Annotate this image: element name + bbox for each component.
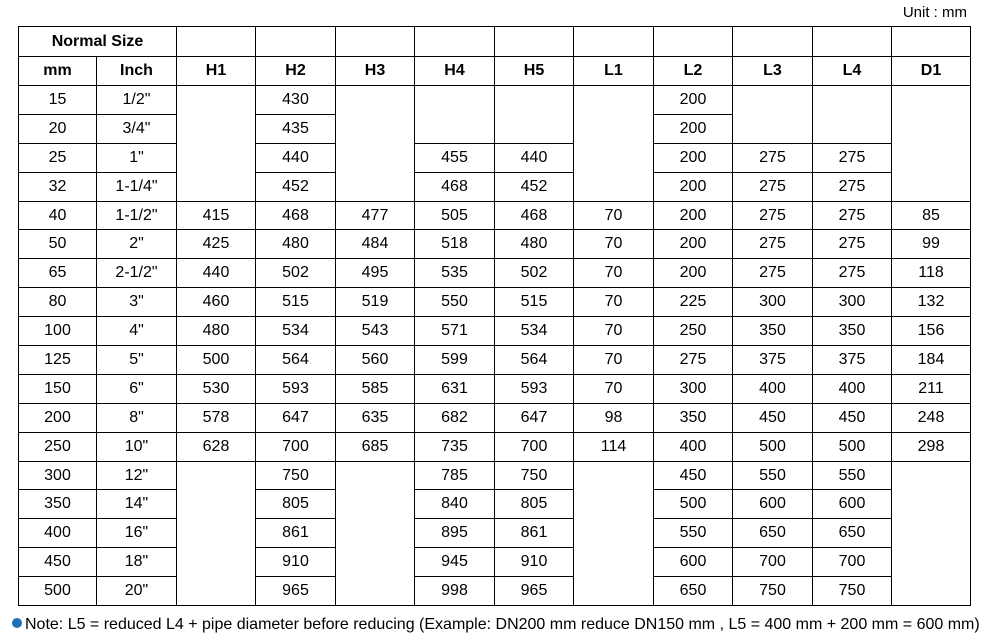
cell-h5: 861: [495, 519, 574, 548]
cell-mm: 32: [19, 172, 97, 201]
cell-h4: 505: [415, 201, 495, 230]
cell-l2: 500: [654, 490, 733, 519]
cell-h4: 535: [415, 259, 495, 288]
cell-l3: 275: [733, 230, 813, 259]
cell-l3: 500: [733, 432, 813, 461]
cell-h3: 685: [336, 432, 415, 461]
cell-l4: 275: [813, 259, 892, 288]
cell-h2: 861: [256, 519, 336, 548]
cell-l2: 200: [654, 143, 733, 172]
cell-l3: 700: [733, 548, 813, 577]
cell-h4: 518: [415, 230, 495, 259]
cell-h4: 599: [415, 346, 495, 375]
cell-h5: 805: [495, 490, 574, 519]
cell-l2: 200: [654, 86, 733, 115]
cell-h3: 495: [336, 259, 415, 288]
cell-h2: 910: [256, 548, 336, 577]
cell-l4: 275: [813, 230, 892, 259]
table-row: [19, 230, 971, 259]
col-header-l1: L1: [574, 57, 654, 86]
cell-l3: 350: [733, 317, 813, 346]
cell-mm: 400: [19, 519, 97, 548]
cell-mm: 40: [19, 201, 97, 230]
cell-h2: 468: [256, 201, 336, 230]
cell-h4: 455: [415, 143, 495, 172]
cell-h4: 631: [415, 374, 495, 403]
cell-h4: 571: [415, 317, 495, 346]
table-row: [19, 577, 971, 606]
cell-mm: 300: [19, 461, 97, 490]
cell-l3: 400: [733, 374, 813, 403]
cell-l1: 98: [574, 403, 654, 432]
cell-h1: 415: [177, 201, 256, 230]
cell-h2: 452: [256, 172, 336, 201]
cell-d1: 248: [892, 403, 971, 432]
empty-cell: [415, 86, 495, 144]
col-header-h5: H5: [495, 57, 574, 86]
cell-h5: 440: [495, 143, 574, 172]
cell-h3: 543: [336, 317, 415, 346]
cell-l4: 350: [813, 317, 892, 346]
cell-inch: 1-1/4": [97, 172, 177, 201]
cell-l3: 550: [733, 461, 813, 490]
cell-h5: 910: [495, 548, 574, 577]
cell-h2: 515: [256, 288, 336, 317]
empty-cell: [574, 86, 654, 202]
cell-l3: 300: [733, 288, 813, 317]
note-text: Note: L5 = reduced L4 + pipe diameter before reducing (Example: DN200 mm reduce DN150 mm , L5 = 400 mm + 200 mm = 600 mm): [25, 616, 980, 633]
cell-h2: 593: [256, 374, 336, 403]
dimension-table: [18, 26, 971, 606]
cell-h4: 468: [415, 172, 495, 201]
cell-l2: 275: [654, 346, 733, 375]
cell-h1: 440: [177, 259, 256, 288]
cell-mm: 350: [19, 490, 97, 519]
cell-inch: 18": [97, 548, 177, 577]
cell-h3: 585: [336, 374, 415, 403]
cell-h1: 500: [177, 346, 256, 375]
cell-h5: 647: [495, 403, 574, 432]
col-header-h4: H4: [415, 57, 495, 86]
cell-inch: 20": [97, 577, 177, 606]
cell-inch: 5": [97, 346, 177, 375]
cell-h1: 425: [177, 230, 256, 259]
cell-l4: 450: [813, 403, 892, 432]
cell-h2: 805: [256, 490, 336, 519]
cell-mm: 100: [19, 317, 97, 346]
cell-mm: 450: [19, 548, 97, 577]
table-row: [19, 490, 971, 519]
unit-label: Unit : mm: [902, 4, 967, 21]
table-row: [19, 432, 971, 461]
cell-mm: 500: [19, 577, 97, 606]
cell-l3: 275: [733, 259, 813, 288]
cell-h5: 750: [495, 461, 574, 490]
cell-h2: 750: [256, 461, 336, 490]
cell-h3: 519: [336, 288, 415, 317]
cell-d1: 298: [892, 432, 971, 461]
cell-l4: 700: [813, 548, 892, 577]
empty-cell: [495, 86, 574, 144]
table-row: [19, 346, 971, 375]
cell-l1: 70: [574, 230, 654, 259]
cell-mm: 200: [19, 403, 97, 432]
cell-l2: 200: [654, 114, 733, 143]
cell-mm: 125: [19, 346, 97, 375]
cell-h3: 560: [336, 346, 415, 375]
cell-l2: 200: [654, 230, 733, 259]
cell-l4: 600: [813, 490, 892, 519]
cell-inch: 12": [97, 461, 177, 490]
col-header-l2: L2: [654, 57, 733, 86]
table-row: [19, 288, 971, 317]
cell-l3: 750: [733, 577, 813, 606]
cell-inch: 1/2": [97, 86, 177, 115]
cell-inch: 6": [97, 374, 177, 403]
cell-l3: 450: [733, 403, 813, 432]
cell-l1: 70: [574, 346, 654, 375]
cell-mm: 15: [19, 86, 97, 115]
cell-h5: 593: [495, 374, 574, 403]
table-row: [19, 519, 971, 548]
col-header-l3: L3: [733, 57, 813, 86]
cell-l4: 275: [813, 201, 892, 230]
cell-h2: 435: [256, 114, 336, 143]
cell-h4: 682: [415, 403, 495, 432]
cell-inch: 4": [97, 317, 177, 346]
cell-mm: 150: [19, 374, 97, 403]
cell-h5: 564: [495, 346, 574, 375]
header-row-columns: [19, 57, 971, 86]
empty-cell: [892, 461, 971, 605]
empty-cell: [733, 86, 813, 144]
cell-inch: 2": [97, 230, 177, 259]
cell-l4: 400: [813, 374, 892, 403]
cell-h5: 965: [495, 577, 574, 606]
cell-l2: 200: [654, 259, 733, 288]
empty-cell: [336, 86, 415, 202]
cell-h5: 534: [495, 317, 574, 346]
cell-l2: 650: [654, 577, 733, 606]
table-row: [19, 403, 971, 432]
cell-l2: 200: [654, 201, 733, 230]
empty-cell: [574, 461, 654, 605]
bullet-icon: [12, 618, 22, 628]
cell-h4: 945: [415, 548, 495, 577]
col-header-h2: H2: [256, 57, 336, 86]
cell-l3: 375: [733, 346, 813, 375]
cell-h2: 430: [256, 86, 336, 115]
cell-h5: 452: [495, 172, 574, 201]
cell-inch: 14": [97, 490, 177, 519]
empty-cell: [336, 461, 415, 605]
cell-l1: 70: [574, 317, 654, 346]
cell-h1: 460: [177, 288, 256, 317]
table-row: [19, 201, 971, 230]
cell-l4: 650: [813, 519, 892, 548]
cell-l2: 400: [654, 432, 733, 461]
cell-h1: 480: [177, 317, 256, 346]
cell-h4: 895: [415, 519, 495, 548]
cell-mm: 250: [19, 432, 97, 461]
cell-h5: 502: [495, 259, 574, 288]
cell-l3: 275: [733, 172, 813, 201]
table-row: [19, 86, 971, 115]
cell-l3: 600: [733, 490, 813, 519]
cell-h1: 530: [177, 374, 256, 403]
cell-l4: 300: [813, 288, 892, 317]
cell-mm: 50: [19, 230, 97, 259]
cell-h1: 578: [177, 403, 256, 432]
col-header-h1: H1: [177, 57, 256, 86]
table-row: [19, 461, 971, 490]
cell-h2: 647: [256, 403, 336, 432]
cell-h2: 564: [256, 346, 336, 375]
cell-inch: 3/4": [97, 114, 177, 143]
cell-l2: 225: [654, 288, 733, 317]
header-row-group: [19, 27, 971, 57]
cell-l4: 500: [813, 432, 892, 461]
empty-cell: [813, 86, 892, 144]
cell-h2: 534: [256, 317, 336, 346]
cell-d1: 99: [892, 230, 971, 259]
cell-inch: 1-1/2": [97, 201, 177, 230]
cell-inch: 3": [97, 288, 177, 317]
table-row: [19, 259, 971, 288]
cell-h3: 635: [336, 403, 415, 432]
cell-inch: 2-1/2": [97, 259, 177, 288]
cell-h2: 700: [256, 432, 336, 461]
cell-d1: 118: [892, 259, 971, 288]
cell-mm: 80: [19, 288, 97, 317]
cell-d1: 132: [892, 288, 971, 317]
cell-l2: 600: [654, 548, 733, 577]
cell-h3: 484: [336, 230, 415, 259]
table-row: [19, 172, 971, 201]
cell-l1: 114: [574, 432, 654, 461]
empty-cell: [892, 86, 971, 202]
col-header-d1: D1: [892, 57, 971, 86]
cell-l4: 275: [813, 172, 892, 201]
empty-cell: [177, 86, 256, 202]
cell-d1: 85: [892, 201, 971, 230]
cell-l4: 550: [813, 461, 892, 490]
cell-l1: 70: [574, 374, 654, 403]
cell-l4: 375: [813, 346, 892, 375]
cell-h4: 550: [415, 288, 495, 317]
cell-l4: 275: [813, 143, 892, 172]
cell-inch: 1": [97, 143, 177, 172]
cell-l2: 350: [654, 403, 733, 432]
cell-h4: 998: [415, 577, 495, 606]
cell-l1: 70: [574, 288, 654, 317]
cell-d1: 156: [892, 317, 971, 346]
cell-h5: 700: [495, 432, 574, 461]
cell-d1: 184: [892, 346, 971, 375]
cell-mm: 65: [19, 259, 97, 288]
cell-l2: 200: [654, 172, 733, 201]
cell-h5: 468: [495, 201, 574, 230]
cell-inch: 10": [97, 432, 177, 461]
cell-h2: 502: [256, 259, 336, 288]
cell-d1: 211: [892, 374, 971, 403]
cell-l1: 70: [574, 259, 654, 288]
table-row: [19, 317, 971, 346]
cell-mm: 20: [19, 114, 97, 143]
cell-h2: 480: [256, 230, 336, 259]
footnote: [12, 616, 980, 634]
empty-cell: [177, 461, 256, 605]
cell-h5: 515: [495, 288, 574, 317]
table-row: [19, 143, 971, 172]
cell-inch: 16": [97, 519, 177, 548]
col-header-l4: L4: [813, 57, 892, 86]
col-header-mm: mm: [19, 57, 97, 86]
table-body: [19, 86, 971, 606]
cell-h4: 785: [415, 461, 495, 490]
cell-l3: 275: [733, 143, 813, 172]
cell-l2: 300: [654, 374, 733, 403]
cell-h4: 840: [415, 490, 495, 519]
cell-h2: 440: [256, 143, 336, 172]
cell-l3: 275: [733, 201, 813, 230]
table-row: [19, 374, 971, 403]
cell-h5: 480: [495, 230, 574, 259]
cell-l3: 650: [733, 519, 813, 548]
table-row: [19, 548, 971, 577]
cell-h2: 965: [256, 577, 336, 606]
normal-size-header: Normal Size: [19, 27, 177, 57]
cell-h4: 735: [415, 432, 495, 461]
cell-l2: 250: [654, 317, 733, 346]
cell-l4: 750: [813, 577, 892, 606]
cell-h1: 628: [177, 432, 256, 461]
cell-l2: 450: [654, 461, 733, 490]
cell-l2: 550: [654, 519, 733, 548]
col-header-inch: Inch: [97, 57, 177, 86]
cell-inch: 8": [97, 403, 177, 432]
cell-h3: 477: [336, 201, 415, 230]
col-header-h3: H3: [336, 57, 415, 86]
cell-l1: 70: [574, 201, 654, 230]
cell-mm: 25: [19, 143, 97, 172]
